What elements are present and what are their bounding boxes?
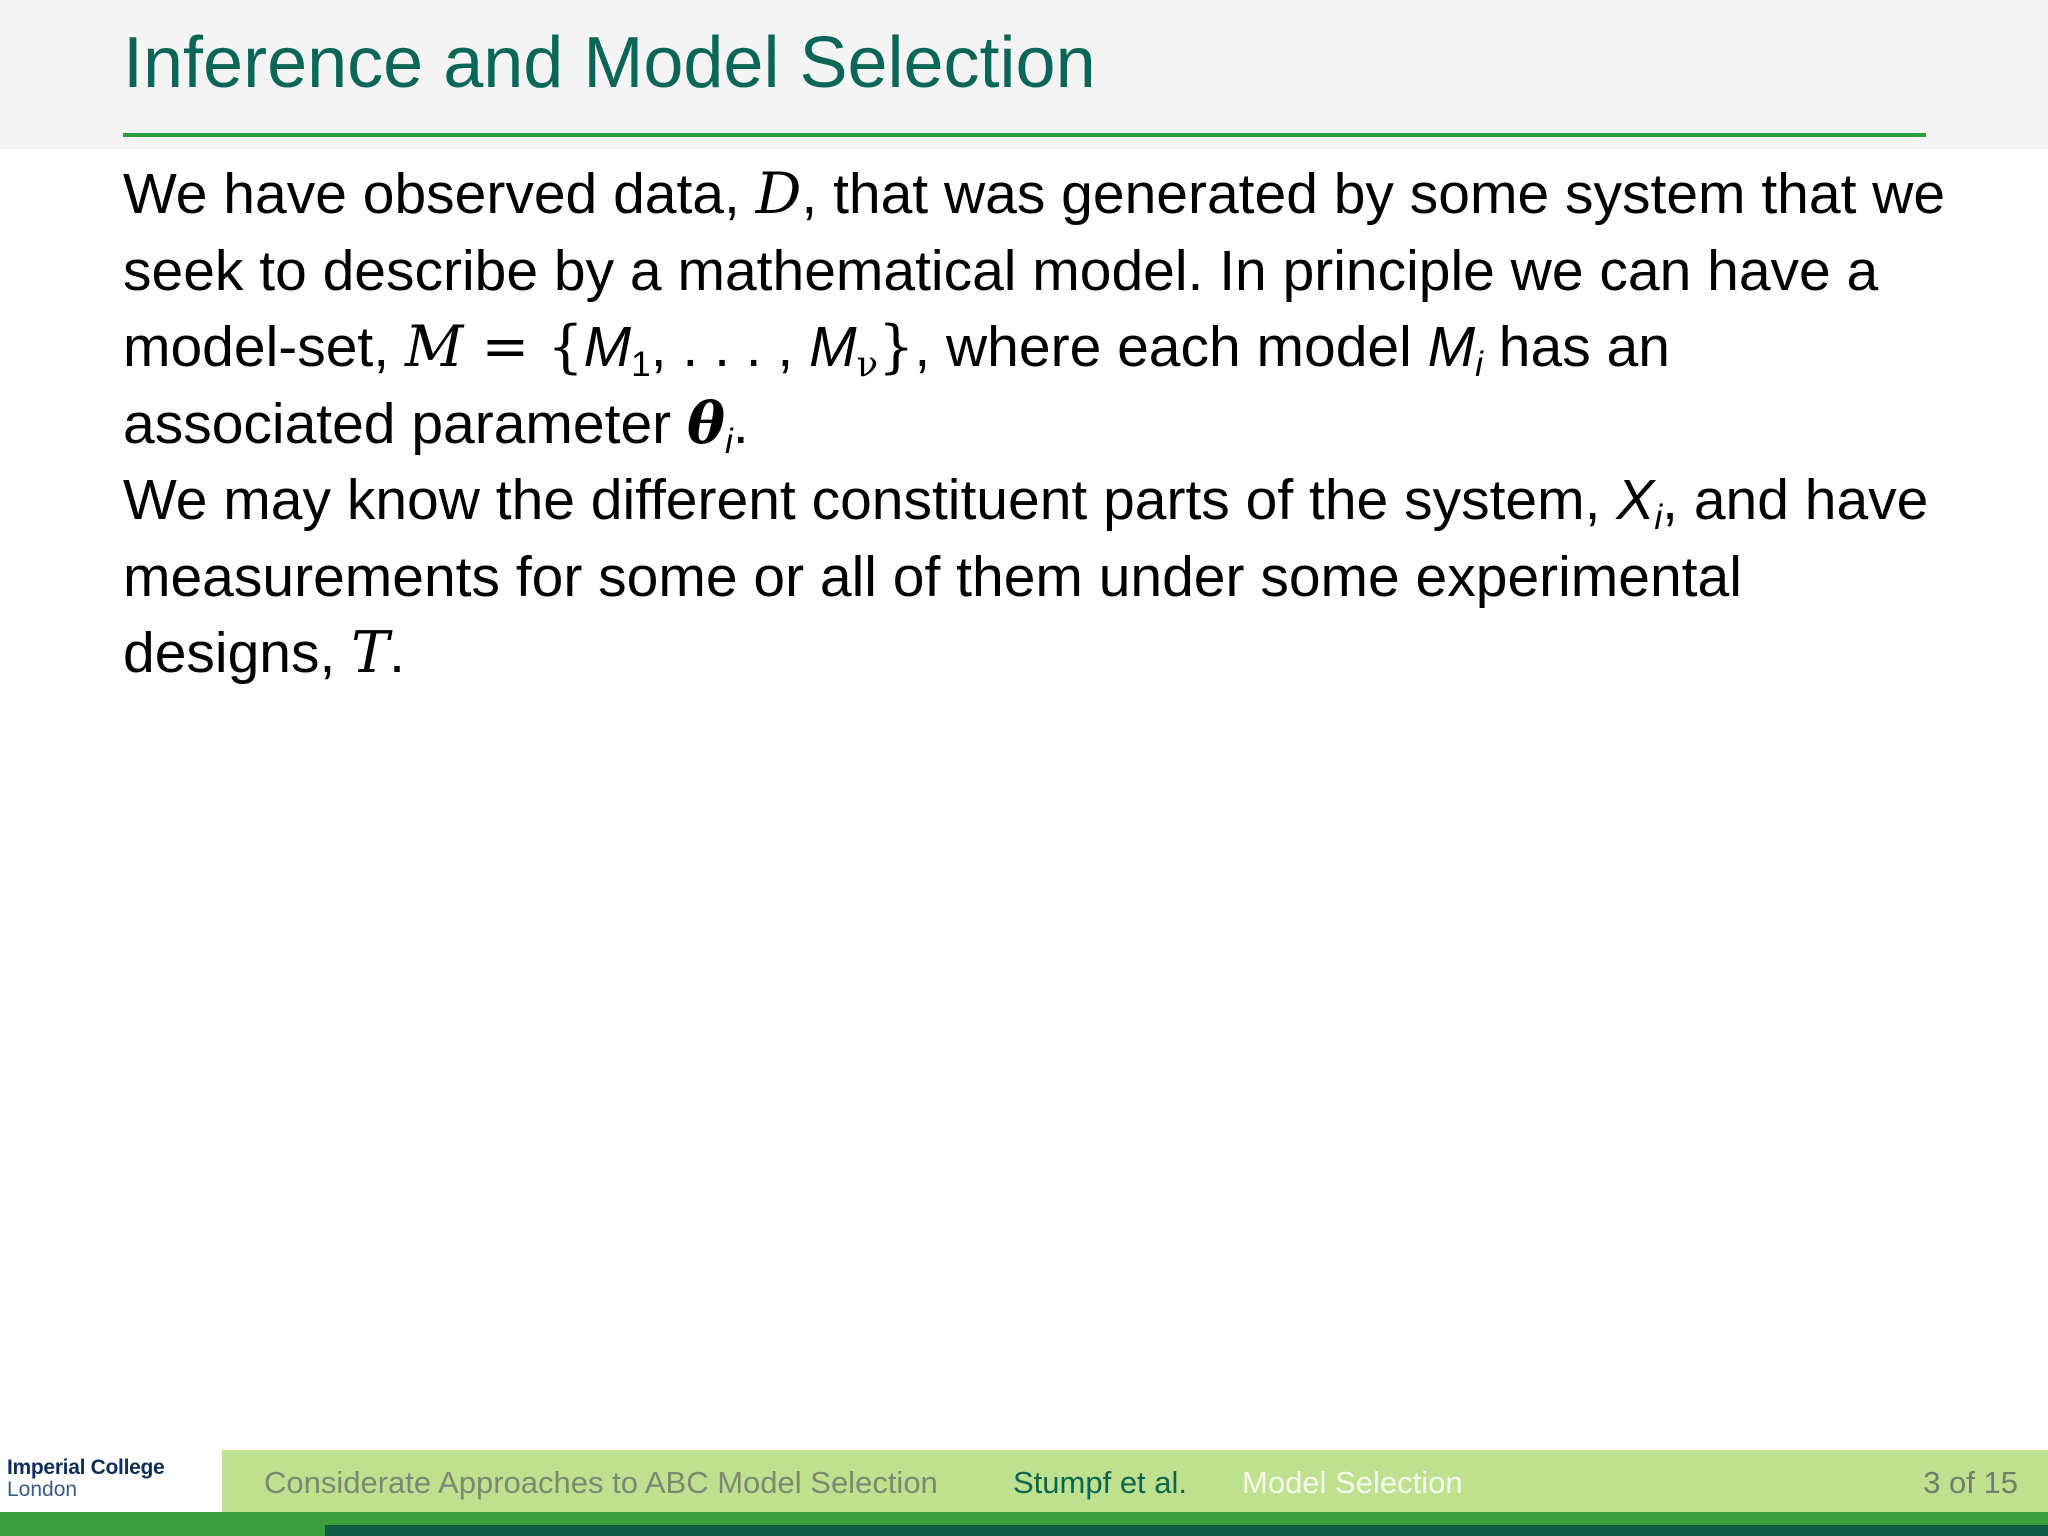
model-first: M — [583, 315, 632, 379]
slide-title: Inference and Model Selection — [123, 23, 1096, 103]
model-last-subscript: ν — [856, 343, 879, 385]
design-symbol: T — [351, 620, 390, 686]
paragraph-model-set — [123, 156, 1953, 462]
footer-page-number: 3 of 15 — [1923, 1465, 2018, 1500]
text-span: has an associated parameter — [123, 315, 1670, 456]
imperial-logo — [0, 1450, 222, 1512]
paragraph-constituents — [123, 462, 1953, 692]
theta-symbol: θ — [686, 389, 725, 457]
text-span: , and have measurements for some or all of them under some experimental designs, — [123, 468, 1929, 685]
model-last: M — [809, 315, 857, 379]
ellipsis: , . . . , — [650, 315, 810, 379]
text-span: . — [732, 391, 749, 456]
footer-author: Stumpf et al. — [1013, 1465, 1188, 1500]
data-symbol: D — [755, 161, 802, 227]
model-i: M — [1427, 315, 1476, 379]
footer-section: Model Selection — [1242, 1465, 1463, 1500]
equals-brace: = { — [463, 314, 584, 380]
x-i-subscript: i — [1654, 497, 1663, 537]
close-brace: } — [878, 314, 915, 380]
text-span: . — [389, 621, 406, 685]
footer-talk-title: Considerate Approaches to ABC Model Selection — [264, 1465, 938, 1500]
text-span: , where each model — [914, 315, 1428, 379]
theta-subscript: i — [725, 421, 733, 461]
text-span: , that was generated by some system that we seek to describe by a mathematical model. In principle we can have a model-set, — [123, 162, 1946, 379]
x-i: X — [1616, 468, 1655, 532]
title-divider — [123, 133, 1926, 137]
text-span: We have observed data, — [123, 162, 756, 226]
footer-strip-dark — [325, 1525, 2048, 1536]
model-first-subscript: 1 — [631, 344, 651, 384]
footer-bar — [222, 1450, 2048, 1512]
slide-body — [123, 156, 1953, 692]
logo-line1: Imperial College — [7, 1456, 165, 1479]
logo-line2: London — [7, 1478, 78, 1501]
model-set-symbol: M — [404, 314, 464, 380]
text-span: We may know the different constituent parts of the system, — [123, 468, 1617, 532]
model-i-subscript: i — [1475, 344, 1483, 384]
